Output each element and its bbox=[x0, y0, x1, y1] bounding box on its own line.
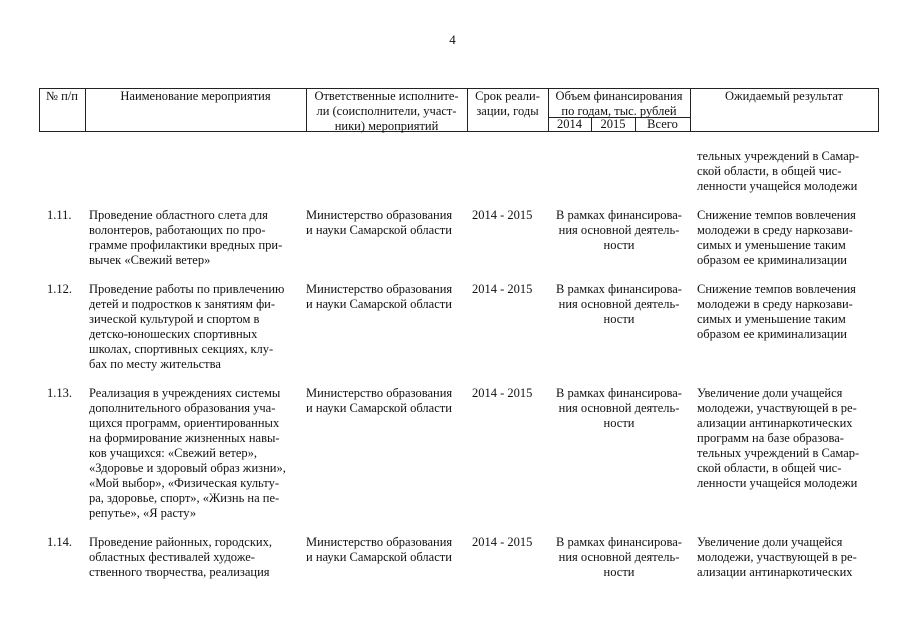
result-line: программ на базе образова- bbox=[697, 431, 844, 445]
financing-line: ности bbox=[603, 565, 635, 579]
row-activity-name bbox=[89, 208, 299, 268]
responsible-line: Министерство образования bbox=[306, 386, 453, 400]
row-responsible bbox=[306, 208, 468, 238]
row-financing bbox=[548, 208, 690, 253]
result-line: молодежи в среду наркозави- bbox=[697, 297, 853, 311]
row-expected-result bbox=[697, 386, 869, 491]
activity-line: вычек «Свежий ветер» bbox=[89, 253, 211, 267]
activity-line: репутье», «Я расту» bbox=[89, 506, 197, 520]
activity-line: ра, здоровье, спорт», «Жизнь на пе- bbox=[89, 491, 280, 505]
row-expected-result bbox=[697, 208, 869, 268]
financing-line: ния основной деятель- bbox=[558, 550, 680, 564]
row-term: 2014 - 2015 bbox=[472, 535, 533, 549]
financing-line: В рамках финансирова- bbox=[556, 535, 682, 549]
header-col-num: № п/п bbox=[46, 89, 78, 103]
result-line: молодежи, участвующей в ре- bbox=[697, 550, 857, 564]
header-col-term bbox=[467, 89, 548, 119]
activity-line: ков учащихся: «Свежий ветер», bbox=[89, 446, 258, 460]
row-responsible bbox=[306, 386, 468, 416]
continuation-line: ленности учащейся молодежи bbox=[697, 179, 858, 193]
header-col-result: Ожидаемый результат bbox=[724, 89, 844, 103]
table-header bbox=[39, 88, 879, 132]
activity-line: волонтеров, работающих по про- bbox=[89, 223, 266, 237]
activity-line: школах, спортивных секциях, клу- bbox=[89, 342, 274, 356]
result-line: симых и уменьшение таким bbox=[697, 312, 846, 326]
header-col-term-line: зации, годы bbox=[476, 104, 539, 118]
financing-line: В рамках финансирова- bbox=[556, 282, 682, 296]
result-line: Снижение темпов вовлечения bbox=[697, 282, 856, 296]
activity-line: «Здоровье и здоровый образ жизни», bbox=[89, 461, 286, 475]
header-col-total: Всего bbox=[647, 117, 678, 131]
row-term: 2014 - 2015 bbox=[472, 208, 533, 222]
header-col-year-2014: 2014 bbox=[557, 117, 582, 131]
row-number: 1.11. bbox=[47, 208, 72, 222]
header-col-financing-line: по годам, тыс. рублей bbox=[561, 104, 677, 118]
responsible-line: Министерство образования bbox=[306, 535, 453, 549]
financing-line: ния основной деятель- bbox=[558, 401, 680, 415]
activity-line: Проведение областного слета для bbox=[89, 208, 268, 222]
activity-line: щихся программ, ориентированных bbox=[89, 416, 280, 430]
responsible-line: Министерство образования bbox=[306, 208, 453, 222]
result-line: Увеличение доли учащейся bbox=[697, 386, 843, 400]
result-line: ализации антинаркотических bbox=[697, 416, 853, 430]
activity-line: Проведение районных, городских, bbox=[89, 535, 272, 549]
row-responsible bbox=[306, 282, 468, 312]
financing-line: ности bbox=[603, 238, 635, 252]
row-financing bbox=[548, 535, 690, 580]
header-col-responsible-line: ники) мероприятий bbox=[334, 119, 439, 133]
result-line: ализации антинаркотических bbox=[697, 565, 853, 579]
responsible-line: и науки Самарской области bbox=[306, 223, 452, 237]
result-line: Снижение темпов вовлечения bbox=[697, 208, 856, 222]
financing-line: В рамках финансирова- bbox=[556, 386, 682, 400]
result-line: тельных учреждений в Самар- bbox=[697, 446, 860, 460]
continuation-line: тельных учреждений в Самар- bbox=[697, 149, 860, 163]
activity-line: грамме профилактики вредных при- bbox=[89, 238, 283, 252]
header-vline-8 bbox=[878, 88, 879, 132]
row-activity-name bbox=[89, 535, 299, 580]
activity-line: областных фестивалей художе- bbox=[89, 550, 255, 564]
row-number: 1.13. bbox=[47, 386, 72, 400]
result-line: симых и уменьшение таким bbox=[697, 238, 846, 252]
row-expected-result bbox=[697, 282, 869, 342]
activity-line: Реализация в учреждениях системы bbox=[89, 386, 281, 400]
row-term: 2014 - 2015 bbox=[472, 386, 533, 400]
continuation-line: ской области, в общей чис- bbox=[697, 164, 842, 178]
header-col-responsible-line: Ответственные исполните- bbox=[314, 89, 459, 103]
result-line: образом ее криминализации bbox=[697, 327, 847, 341]
activity-line: детско-юношеских спортивных bbox=[89, 327, 258, 341]
result-line: молодежи в среду наркозави- bbox=[697, 223, 853, 237]
activity-line: зической культурой и спортом в bbox=[89, 312, 260, 326]
row-number: 1.12. bbox=[47, 282, 72, 296]
activity-line: детей и подростков к занятиям фи- bbox=[89, 297, 276, 311]
result-line: молодежи, участвующей в ре- bbox=[697, 401, 857, 415]
header-col-responsible-line: ли (соисполнители, участ- bbox=[316, 104, 457, 118]
row-expected-result bbox=[697, 535, 869, 580]
activity-line: «Мой выбор», «Физическая культу- bbox=[89, 476, 279, 490]
result-line: образом ее криминализации bbox=[697, 253, 847, 267]
row-financing bbox=[548, 386, 690, 431]
header-col-year-2015: 2015 bbox=[600, 117, 626, 131]
row-financing bbox=[548, 282, 690, 327]
activity-line: на формирование жизненных навы- bbox=[89, 431, 280, 445]
header-col-financing-line: Объем финансирования bbox=[555, 89, 683, 103]
continuation-result bbox=[697, 149, 869, 194]
financing-line: ности bbox=[603, 312, 635, 326]
row-responsible bbox=[306, 535, 468, 565]
result-line: Увеличение доли учащейся bbox=[697, 535, 843, 549]
activity-line: дополнительного образования уча- bbox=[89, 401, 276, 415]
header-col-financing bbox=[548, 89, 690, 119]
financing-line: В рамках финансирова- bbox=[556, 208, 682, 222]
row-number: 1.14. bbox=[47, 535, 72, 549]
row-term: 2014 - 2015 bbox=[472, 282, 533, 296]
financing-line: ния основной деятель- bbox=[558, 223, 680, 237]
header-col-responsible bbox=[306, 89, 467, 134]
financing-line: ния основной деятель- bbox=[558, 297, 680, 311]
responsible-line: и науки Самарской области bbox=[306, 401, 452, 415]
header-col-term-line: Срок реали- bbox=[475, 89, 540, 103]
header-col-name: Наименование мероприятия bbox=[120, 89, 271, 103]
row-activity-name bbox=[89, 386, 299, 521]
row-activity-name bbox=[89, 282, 299, 372]
result-line: ленности учащейся молодежи bbox=[697, 476, 858, 490]
activity-line: бах по месту жительства bbox=[89, 357, 221, 371]
responsible-line: и науки Самарской области bbox=[306, 297, 452, 311]
activity-line: Проведение работы по привлечению bbox=[89, 282, 285, 296]
responsible-line: и науки Самарской области bbox=[306, 550, 452, 564]
responsible-line: Министерство образования bbox=[306, 282, 453, 296]
financing-line: ности bbox=[603, 416, 635, 430]
activity-line: ственного творчества, реализация bbox=[89, 565, 270, 579]
page-number: 4 bbox=[449, 32, 456, 47]
result-line: ской области, в общей чис- bbox=[697, 461, 842, 475]
